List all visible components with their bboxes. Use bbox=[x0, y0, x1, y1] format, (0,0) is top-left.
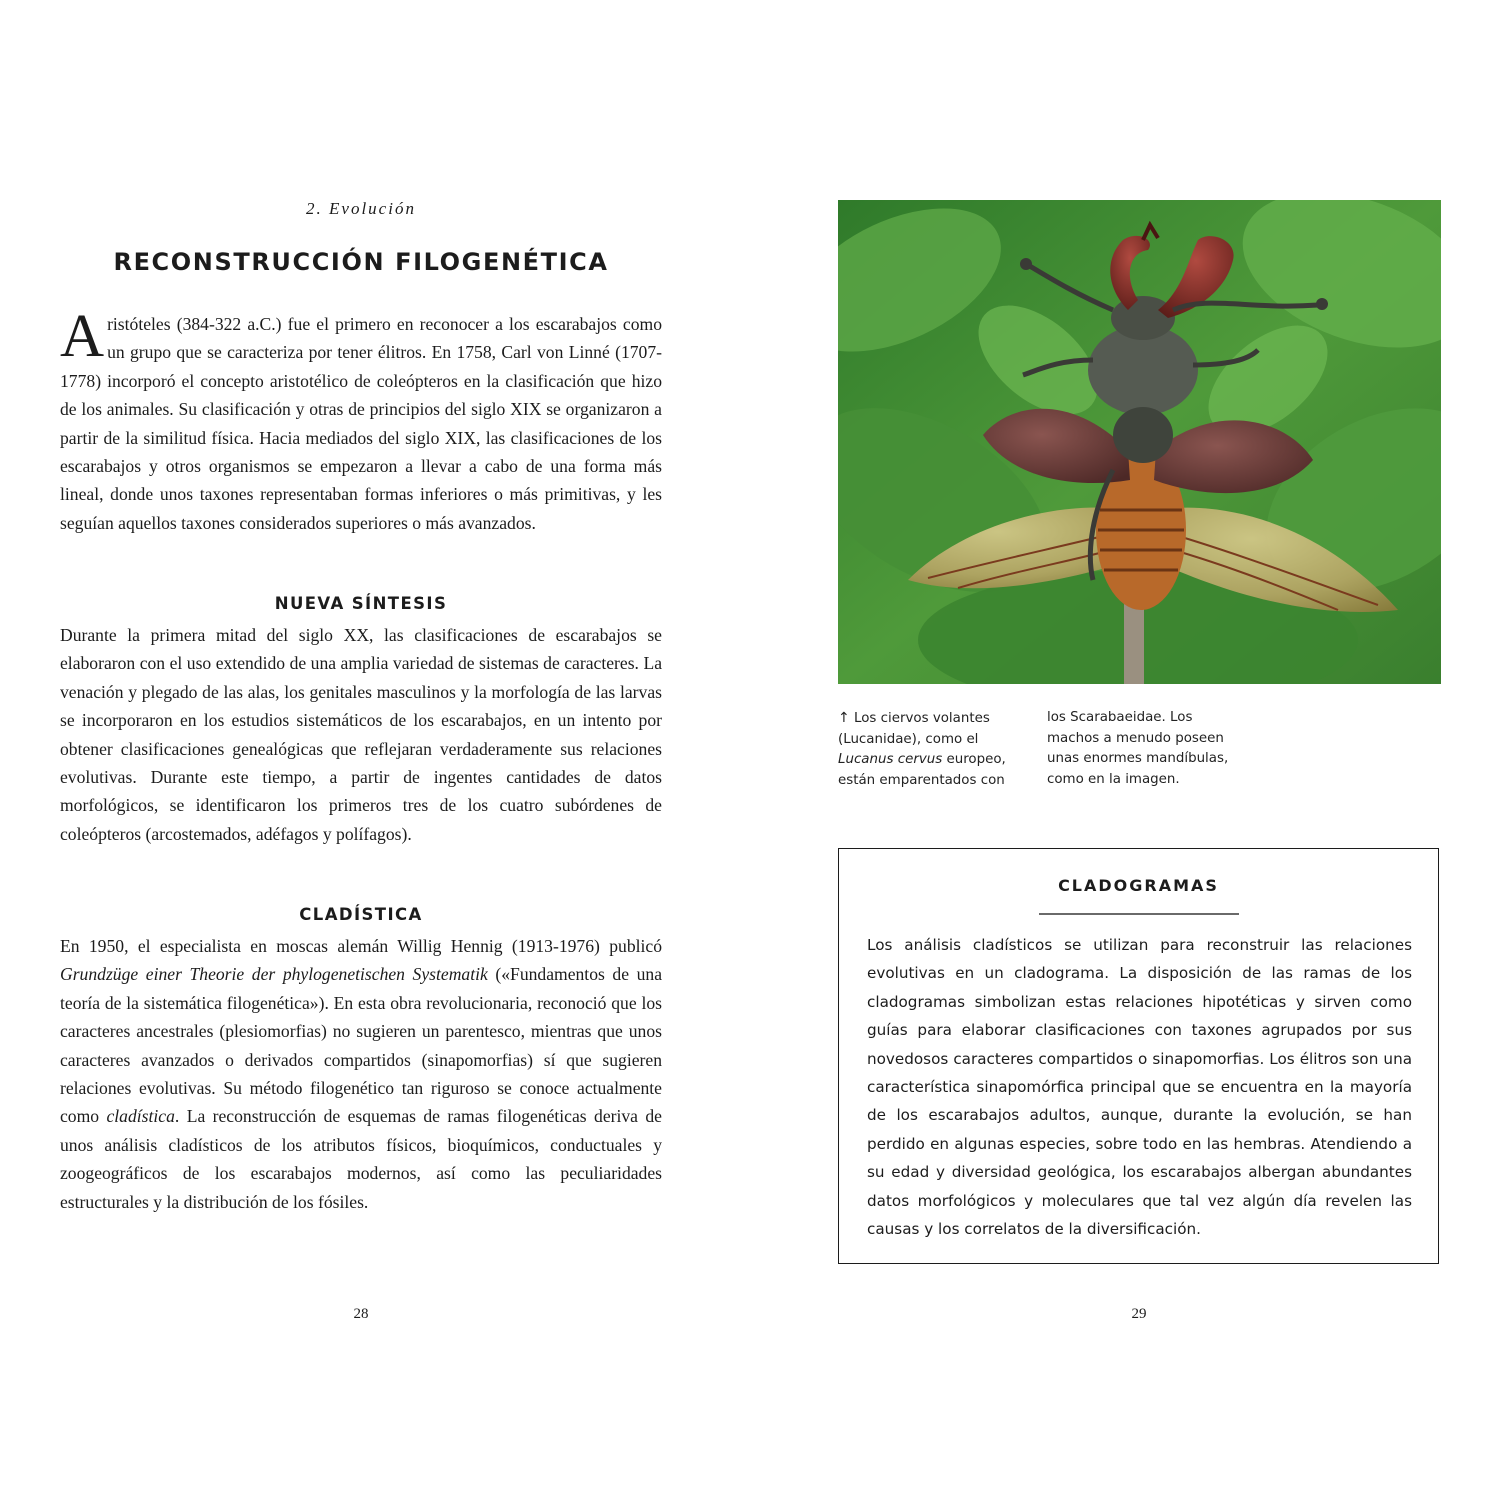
term-cladistica: cladística bbox=[106, 1106, 175, 1127]
caption-text-a: Los ciervos volantes (Lucanidae), como el bbox=[838, 711, 990, 747]
cladistica-text-a: En 1950, el especialista en moscas alemán Willig Hennig (1913-1976) publicó bbox=[60, 936, 662, 956]
caption-species: Lucanus cervus bbox=[838, 752, 943, 767]
book-title: Grundzüge einer Theorie der phylogenetischen Systematik bbox=[60, 964, 488, 985]
nueva-sintesis-paragraph: Durante la primera mitad del siglo XX, las clasificaciones de escarabajos se elaboraron con el uso extendido de una amplia variedad de sistemas de caracteres. La venación y plegado de las alas, los genitales masculinos y la morfología de las larvas se incorporaron en los estudios sistemáticos de los escarabajos, en un intento por obtener clasificaciones genealógicas que reflejaran verdaderamente sus relaciones evolutivas. Durante este tiempo, a partir de ingentes cantidades de datos morfológicos, se identificaron los primeros tres de los cuatro subórdenes de coleópteros (arcostemados, adéfagos y polífagos). bbox=[60, 625, 662, 844]
page-number-left: 28 bbox=[353, 1306, 369, 1322]
chapter-title: RECONSTRUCCIÓN FILOGENÉTICA bbox=[113, 248, 609, 276]
page-number-right: 29 bbox=[1131, 1306, 1147, 1322]
stag-beetle-illustration bbox=[838, 200, 1441, 684]
section-heading-nueva-sintesis: NUEVA SÍNTESIS bbox=[274, 594, 448, 613]
box-title: CLADOGRAMAS bbox=[1058, 876, 1219, 895]
cladistica-text-b: («Fundamentos de una teoría de la sistemática filogenética»). En esta obra revolucionaria, reconoció que los caracteres ancestrales (plesiomorfias) no sugieren un parentesco, mientras que unos caracteres avanzados o derivados compartidos (sinapomorfias) sí que sugieren relaciones evolutivas. Su método filogenético tan riguroso se conoce actualmente como bbox=[60, 964, 663, 1127]
stag-beetle-photo bbox=[838, 200, 1441, 684]
running-head: 2. Evolución bbox=[306, 199, 416, 218]
intro-text: ristóteles (384-322 a.C.) fue el primero en reconocer a los escarabajos como un grupo que se caracteriza por tener élitros. En 1758, Carl von Linné (1707-1778) incorporó el concepto aristotélico de coleópteros en la clasificación que hizo de los animales. Su clasificación y otras de principios del siglo XIX se organizaron a partir de la similitud física. Hacia mediados del siglo XIX, las clasificaciones de los escarabajos y otros organismos se empezaron a llevar a cabo de una forma más lineal, donde unos taxones representaban formas inferiores o más primitivas, y les seguían aquellos taxones considerados superiores o más avanzados. bbox=[60, 314, 662, 533]
caption-column-1 bbox=[838, 708, 1028, 791]
cladogramas-box bbox=[838, 848, 1439, 1264]
caption-column-2: los Scarabaeidae. Los machos a menudo poseen unas enormes mandíbulas, como en la imagen. bbox=[1047, 710, 1229, 787]
arrow-up-icon: ↑ bbox=[838, 710, 850, 726]
intro-paragraph bbox=[60, 303, 662, 537]
cladistica-text-c: . La reconstrucción de esquemas de ramas filogenéticas deriva de unos análisis cladísticos de los atributos físicos, bioquímicos, conductuales y zoogeográficos de los escarabajos modernos, así como las peculiaridades estructurales y la distribución de los fósiles. bbox=[60, 1106, 662, 1212]
caption-text-b: europeo, están emparentados con bbox=[838, 752, 1006, 788]
cladistica-paragraph bbox=[60, 932, 662, 1216]
box-text: Los análisis cladísticos se utilizan para reconstruir las relaciones evolutivas en un cladograma. La disposición de las ramas de los cladogramas simbolizan estas relaciones hipotéticas y sirven como guías para elaborar clasificaciones con taxones agrupados por sus novedosos caracteres compartidos o sinapomorfias. Los élitros son una característica sinapomórfica principal que se encuentra en la mayoría de los escarabajos adultos, aunque, durante la evolución, se han perdido en algunas especies, sobre todo en las hembras. Atendiendo a su edad y diversidad geológica, los escarabajos albergan abundantes datos morfológicos y moleculares que tal vez algún día revelen las causas y los correlatos de la diversificación. bbox=[867, 936, 1412, 1239]
section-heading-cladistica: CLADÍSTICA bbox=[299, 905, 423, 924]
drop-cap: A bbox=[60, 303, 105, 370]
box-divider bbox=[1039, 913, 1239, 915]
right-page bbox=[750, 0, 1500, 1500]
